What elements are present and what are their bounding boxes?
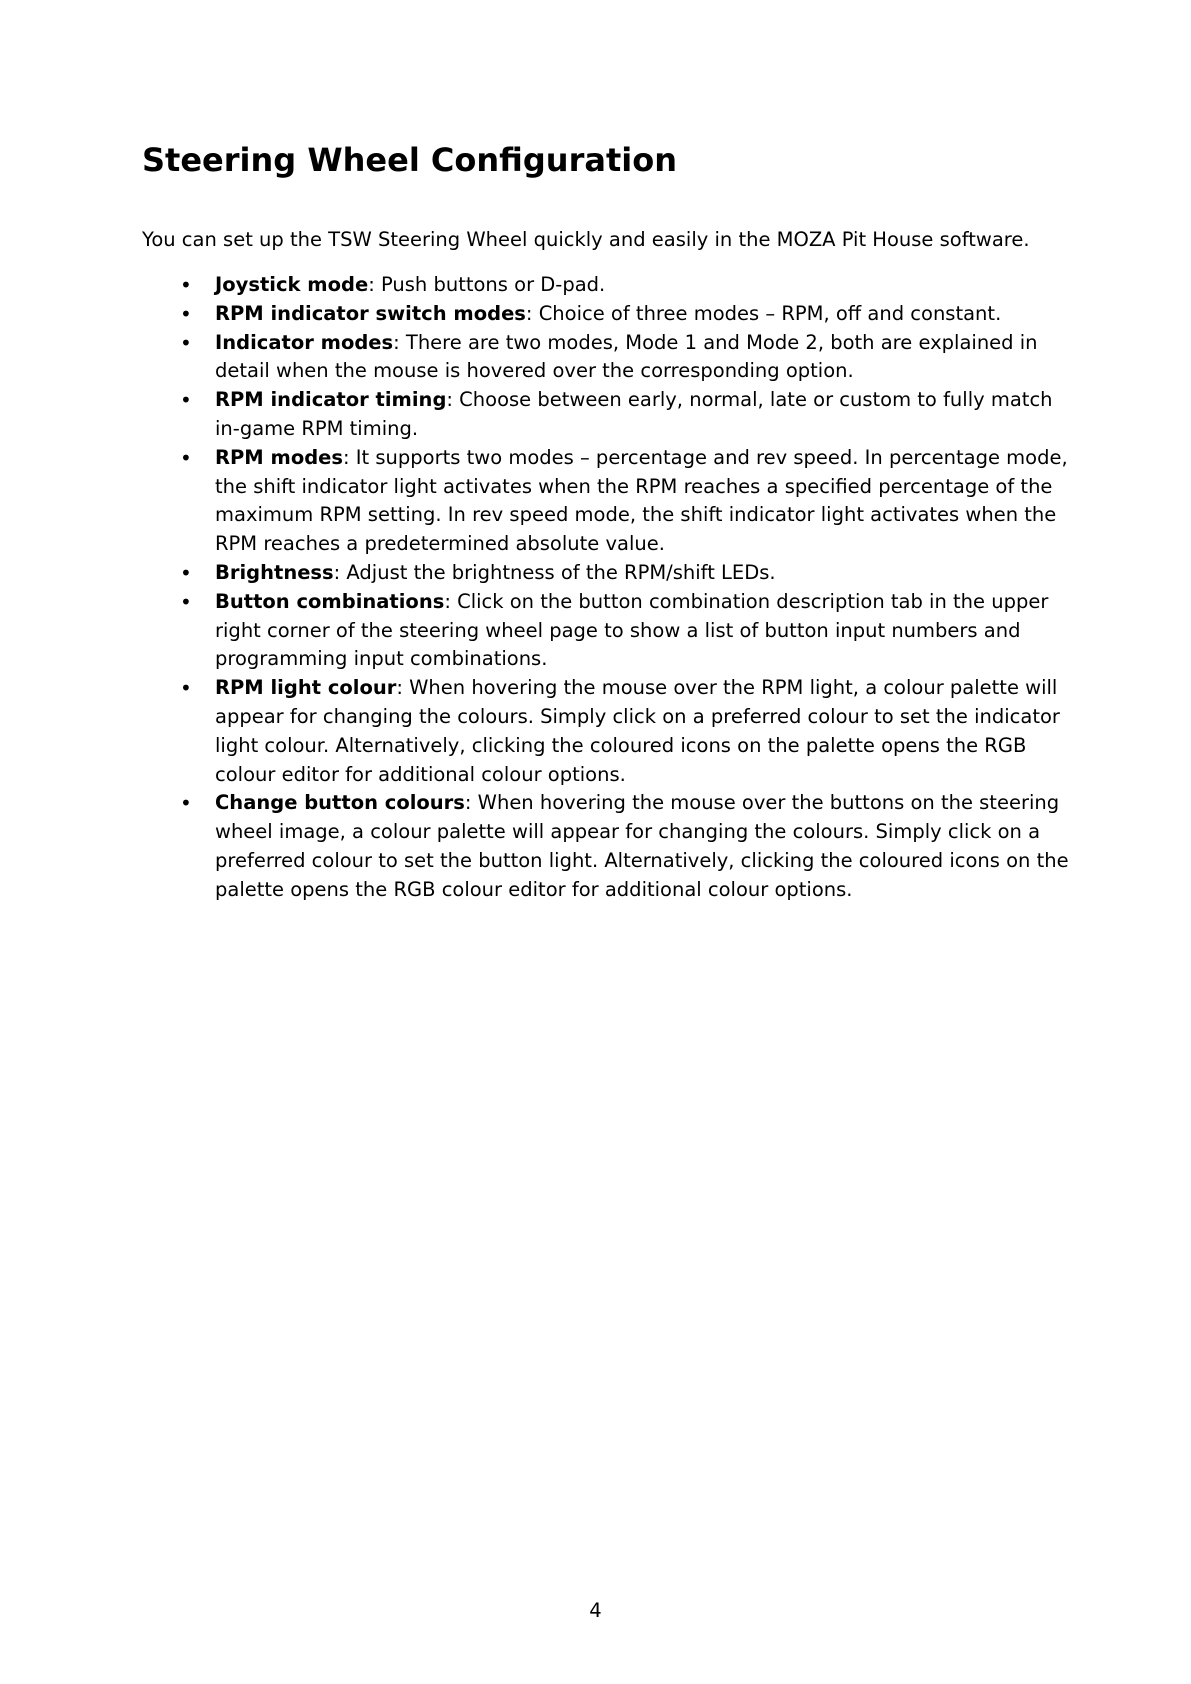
bullet-icon: • <box>180 273 192 297</box>
list-item-change-button-colours <box>142 789 1072 904</box>
list-item-joystick-mode <box>142 271 1072 300</box>
list-item-description: : There are two modes, Mode 1 and Mode 2, both are explained in detail when the mouse is hovered over the corresponding option. <box>215 330 1038 383</box>
bullet-icon: • <box>180 330 192 355</box>
list-item-rpm-modes <box>142 444 1072 559</box>
list-item-rpm-light-colour <box>142 674 1072 789</box>
list-item-term: Brightness <box>215 560 334 584</box>
list-item-description: : Choice of three modes – RPM, off and constant. <box>525 301 1002 325</box>
list-item-term: RPM modes <box>215 445 344 469</box>
list-item-term: Indicator modes <box>215 330 394 354</box>
list-item-term: RPM indicator timing <box>215 388 447 412</box>
list-item-description: : Adjust the brightness of the RPM/shift LEDs. <box>333 560 776 584</box>
bullet-icon: • <box>180 589 192 614</box>
list-item-description: : Push buttons or D-pad. <box>368 273 606 296</box>
bullet-icon: • <box>180 560 192 585</box>
list-item-indicator-modes <box>142 329 1072 387</box>
list-item-rpm-indicator-switch-modes <box>142 300 1072 329</box>
bullet-icon: • <box>180 676 192 701</box>
list-item-term: Joystick mode <box>215 273 369 296</box>
page-title: Steering Wheel Configuration <box>142 141 677 179</box>
feature-list <box>142 271 1072 905</box>
list-item-term: RPM indicator switch modes <box>215 301 526 325</box>
bullet-icon: • <box>180 445 192 470</box>
list-item-term: Button combinations <box>215 589 445 613</box>
list-item-term: Change button colours <box>215 791 465 815</box>
intro-paragraph: You can set up the TSW Steering Wheel quickly and easily in the MOZA Pit House software. <box>142 228 1030 251</box>
list-item-description: : It supports two modes – percentage and rev speed. In percentage mode, the shift indicator light activates when the RPM reaches a specified percentage of the maximum RPM setting. In rev speed mode, the shift indicator light activates when the RPM reaches a predetermined absolute value. <box>215 445 1068 556</box>
list-item-button-combinations <box>142 588 1072 674</box>
bullet-icon: • <box>180 791 192 816</box>
list-item-brightness <box>142 559 1072 588</box>
list-item-description: : Click on the button combination description tab in the upper right corner of the steering wheel page to show a list of button input numbers and programming input combinations. <box>215 589 1049 671</box>
list-item-description: : Choose between early, normal, late or custom to fully match in-game RPM timing. <box>215 388 1053 440</box>
list-item-rpm-indicator-timing <box>142 386 1072 444</box>
list-item-term: RPM light colour <box>215 676 397 700</box>
page-number: 4 <box>589 1599 602 1622</box>
list-item-description: : When hovering the mouse over the RPM light, a colour palette will appear for changing the colours. Simply click on a preferred colour to set the indicator light colour. Alternatively, clicking the coloured icons on the palette opens the RGB colour editor for additional colour options. <box>215 676 1060 786</box>
bullet-icon: • <box>180 388 192 413</box>
list-item-description: : When hovering the mouse over the buttons on the steering wheel image, a colour palette will appear for changing the colours. Simply click on a preferred colour to set the button light. Alternatively, clicking the coloured icons on the palette opens the RGB colour editor for additional colour options. <box>215 791 1069 901</box>
bullet-icon: • <box>180 301 192 326</box>
